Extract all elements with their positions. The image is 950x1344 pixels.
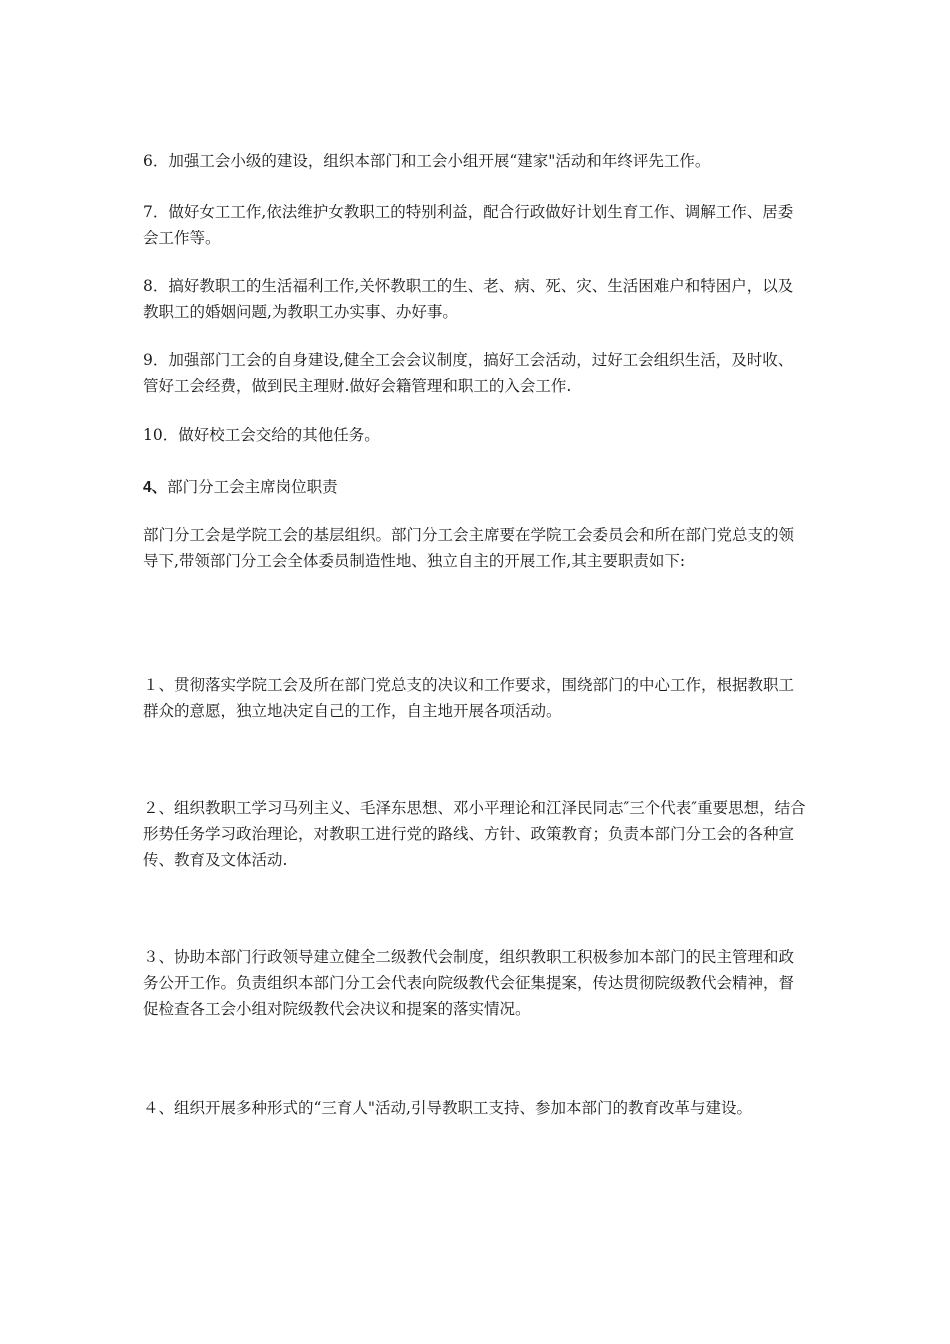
paragraph-item-6: 6．加强工会小级的建设，组织本部门和工会小组开展“建家"活动和年终评先工作。 [143,152,711,170]
paragraph-item-7: 7．做好女工工作,依法维护女教职工的特别利益，配合行政做好计划生育工作、调解工作、居委会工作等。 [143,203,794,247]
paragraph-item-9: 9．加强部门工会的自身建设,健全工会会议制度，搞好工会活动，过好工会组织生活，及时收、管好工会经费，做到民主理财.做好会籍管理和职工的入会工作. [143,351,794,395]
paragraph-item-8: 8．搞好教职工的生活福利工作,关怀教职工的生、老、病、死、灾、生活困难户和特困户，以及教职工的婚姻问题,为教职工办实事、办好事。 [143,277,794,321]
section-heading [143,474,808,501]
duty-item-2: ２、组织教职工学习马列主义、毛泽东思想、邓小平理论和江泽民同志″三个代表″重要思想，结合形势任务学习政治理论，对教职工进行党的路线、方针、政策教育；负责本部门分工会的各种宣传、教育及文体活动. [143,799,806,869]
paragraph-item-10: 10．做好校工会交给的其他任务。 [143,426,380,444]
duty-item-4: ４、组织开展多种形式的“三育人"活动,引导教职工支持、参加本部门的教育改革与建设。 [143,1099,752,1117]
section-title: 部门分工会主席岗位职责 [167,478,338,496]
section-intro: 部门分工会是学院工会的基层组织。部门分工会主席要在学院工会委员会和所在部门党总支的领导下,带领部门分工会全体委员制造性地、独立自主的开展工作,其主要职责如下: [143,526,795,570]
duty-item-3: ３、协助本部门行政领导建立健全二级教代会制度，组织教职工积极参加本部门的民主管理和政务公开工作。负责组织本部门分工会代表向院级教代会征集提案，传达贯彻院级教代会精神，督促检查各工会小组对院级教代会决议和提案的落实情况。 [143,948,795,1018]
section-number: 4、 [143,479,168,496]
duty-item-1: １、贯彻落实学院工会及所在部门党总支的决议和工作要求，围绕部门的中心工作，根据教职工群众的意愿，独立地决定自己的工作，自主地开展各项活动。 [143,676,795,720]
